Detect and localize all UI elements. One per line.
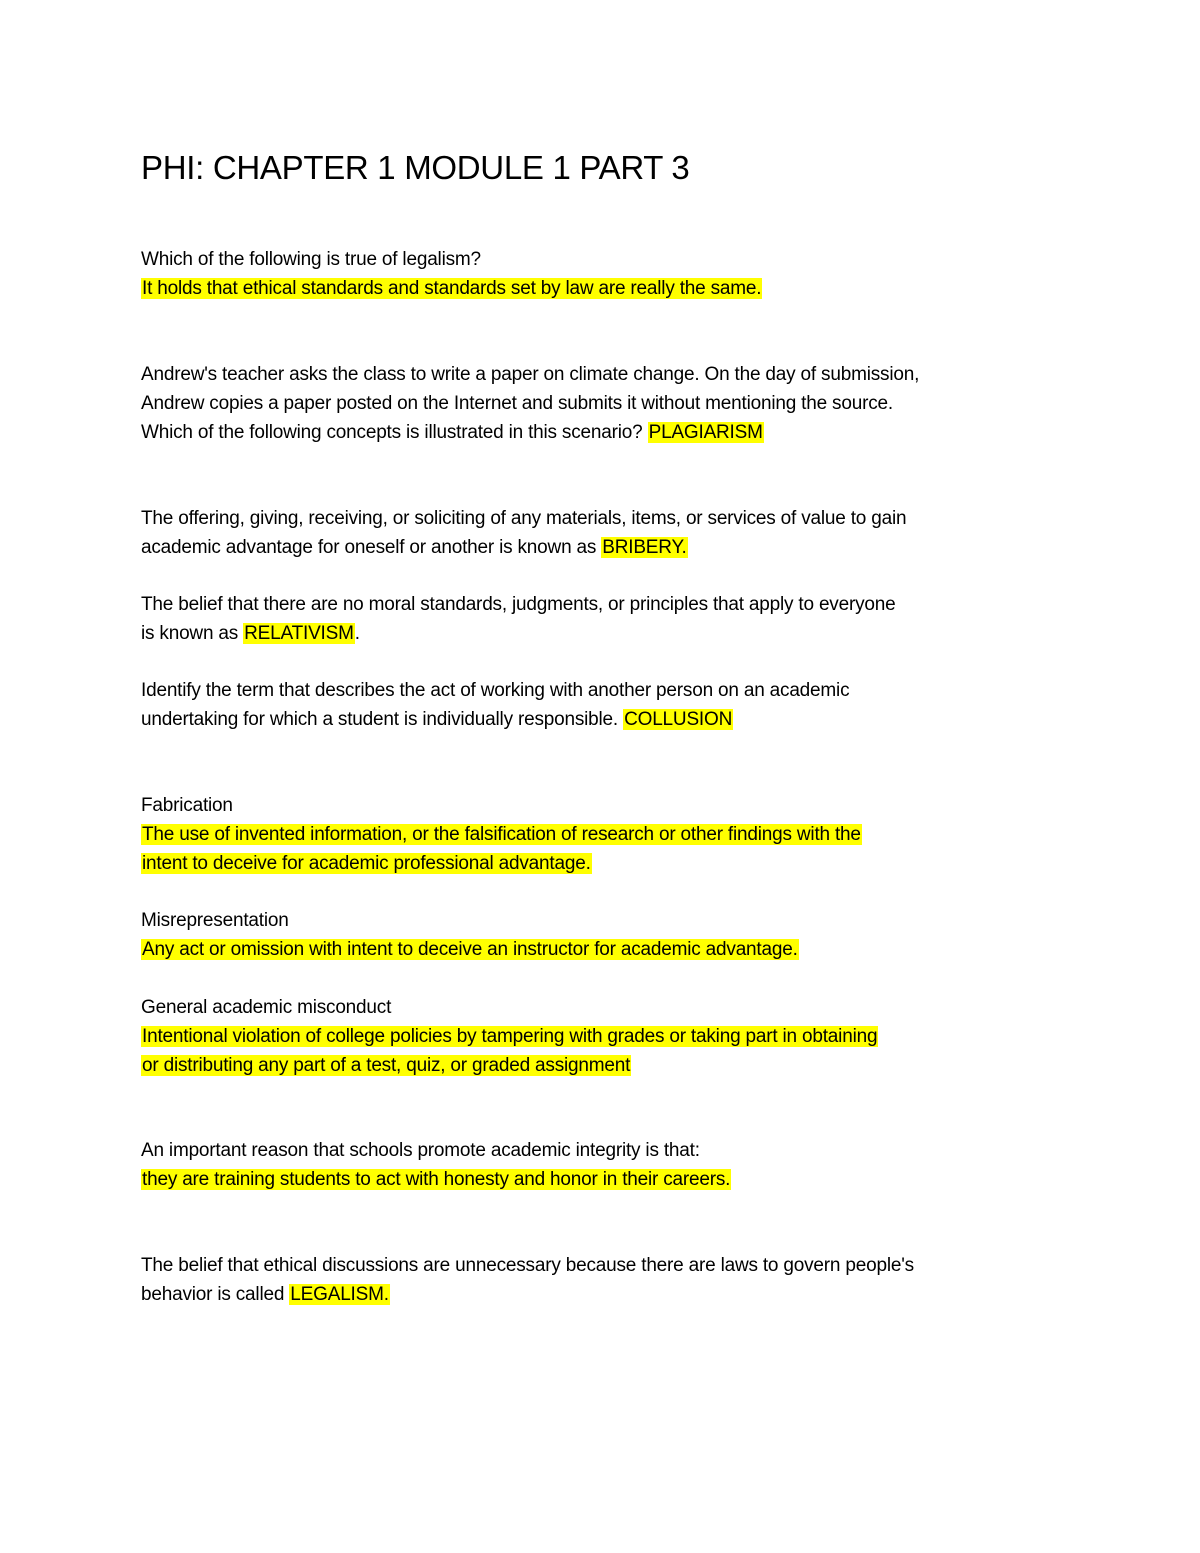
- highlighted-answer: they are training students to act with honesty and honor in their careers.: [142, 1169, 731, 1190]
- question-text-line: [141, 619, 1061, 648]
- definition-line: [141, 1022, 1061, 1051]
- question-text: undertaking for which a student is individually responsible.: [141, 709, 624, 730]
- definition-fabrication: [141, 791, 1061, 878]
- question-text-line: [141, 705, 1061, 734]
- answer-line: [141, 274, 1061, 303]
- question-text: The belief that ethical discussions are unnecessary because there are laws to govern people's: [141, 1255, 914, 1276]
- definition-misrepresentation: [141, 906, 1061, 964]
- question-text: academic advantage for oneself or another is known as: [141, 537, 602, 558]
- answer-line: [141, 1165, 1061, 1194]
- page-title: PHI: CHAPTER 1 MODULE 1 PART 3: [141, 149, 690, 186]
- highlighted-definition: The use of invented information, or the falsification of research or other findings with the: [142, 824, 861, 845]
- question-legalism-called: [141, 1251, 1061, 1309]
- highlighted-answer: BRIBERY.: [602, 537, 687, 558]
- question-collusion: [141, 676, 1061, 734]
- question-text: The offering, giving, receiving, or soliciting of any materials, items, or services of value to gain: [141, 508, 907, 529]
- definition-term: Misrepresentation: [141, 910, 289, 931]
- question-text-line: [141, 533, 1061, 562]
- question-text-line: [141, 418, 1061, 447]
- question-text: Which of the following is true of legalism?: [141, 249, 481, 270]
- highlighted-definition: intent to deceive for academic professional advantage.: [142, 853, 591, 874]
- highlighted-answer: PLAGIARISM: [648, 422, 763, 443]
- question-academic-integrity: [141, 1136, 1061, 1194]
- question-text-line: [141, 1280, 1061, 1309]
- question-text: The belief that there are no moral standards, judgments, or principles that apply to everyone: [141, 594, 896, 615]
- highlighted-answer: It holds that ethical standards and standards set by law are really the same.: [142, 278, 762, 299]
- question-relativism: [141, 590, 1061, 648]
- highlighted-definition: Any act or omission with intent to deceive an instructor for academic advantage.: [142, 939, 798, 960]
- highlighted-answer: RELATIVISM: [244, 623, 354, 644]
- definition-general-misconduct: [141, 993, 1061, 1080]
- highlighted-answer: COLLUSION: [624, 709, 733, 730]
- highlighted-answer: LEGALISM.: [290, 1284, 389, 1305]
- question-text: Andrew's teacher asks the class to write a paper on climate change. On the day of submission,: [141, 364, 920, 385]
- question-text: An important reason that schools promote academic integrity is that:: [141, 1140, 700, 1161]
- question-bribery: [141, 504, 1061, 562]
- definition-line: [141, 849, 1061, 878]
- highlighted-definition: or distributing any part of a test, quiz, or graded assignment: [142, 1055, 631, 1076]
- question-legalism-true: [141, 245, 1061, 303]
- question-text: Which of the following concepts is illustrated in this scenario?: [141, 422, 648, 443]
- question-text: behavior is called: [141, 1284, 290, 1305]
- question-plagiarism: [141, 360, 1061, 447]
- question-text: Identify the term that describes the act of working with another person on an academic: [141, 680, 850, 701]
- question-text: Andrew copies a paper posted on the Internet and submits it without mentioning the source.: [141, 393, 893, 414]
- question-text: is known as: [141, 623, 244, 644]
- highlighted-definition: Intentional violation of college policies by tampering with grades or taking part in obtaining: [142, 1026, 878, 1047]
- definition-line: [141, 1051, 1061, 1080]
- definition-term: Fabrication: [141, 795, 233, 816]
- definition-line: [141, 935, 1061, 964]
- question-suffix: .: [354, 623, 360, 644]
- definition-term: General academic misconduct: [141, 997, 392, 1018]
- definition-line: [141, 820, 1061, 849]
